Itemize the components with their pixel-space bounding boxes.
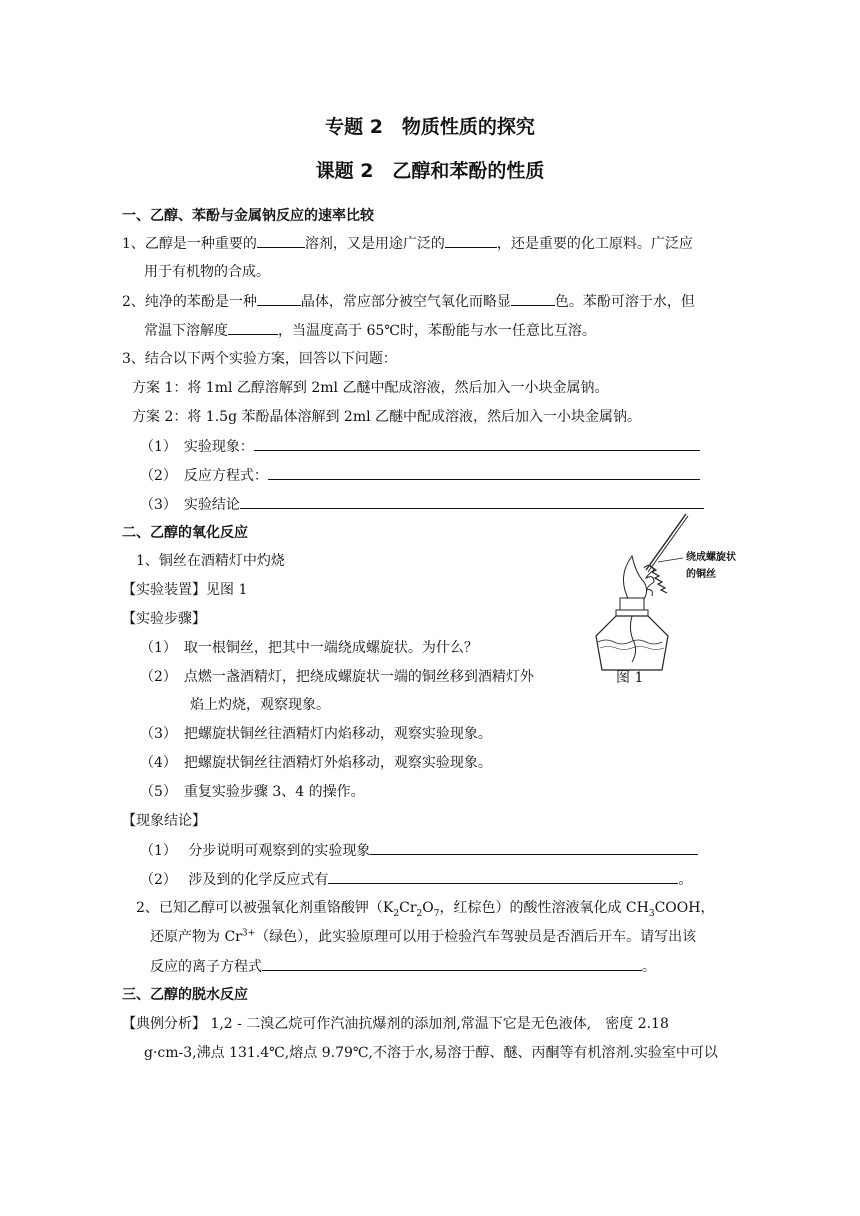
example-line-2: g·cm-3,沸点 131.4℃,熔点 9.79℃,不溶于水,易溶于醇、醚、丙酮等有机溶剂.实验室中可以 [144,1045,718,1061]
step-4: （4） 把螺旋状铜丝往酒精灯外焰移动，观察实验现象。 [140,755,492,771]
answer-line[interactable] [268,465,700,480]
blank[interactable] [228,320,278,335]
blank[interactable] [257,291,301,306]
plan-1: 方案 1：将 1ml 乙醇溶解到 2ml 乙醚中配成溶液，然后加入一小块金属钠。 [132,380,609,396]
example-line-1: 【典例分析】 1,2 - 二溴乙烷可作汽油抗爆剂的添加剂,常温下它是无色液体, 密度 2.18 [122,1016,669,1032]
step-2: （2） 点燃一盏酒精灯，把绕成螺旋状一端的铜丝移到酒精灯外 [140,669,534,685]
question-1-line-1: 1、乙醇是一种重要的 溶剂，又是用途广泛的 ，还是重要的化工原料。广泛应 [122,233,693,254]
question-2-oxidation-line-1: 2、已知乙醇可以被强氧化剂重铬酸钾（$K_2Cr_2O_7$，红棕色）的酸性溶液氧化成 $CH_3COOH$， [136,900,715,919]
conclusion-heading: 【现象结论】 [122,813,206,829]
blank[interactable] [445,233,497,248]
plan-2: 方案 2：将 1.5g 苯酚晶体溶解到 2ml 乙醚中配成溶液，然后加入一小块金属钠。 [132,409,642,425]
answer-line[interactable] [240,494,704,509]
conclusion-item-2: （2） 涉及到的化学反应式有 。 [140,869,692,890]
conclusion-item-1: （1） 分步说明可观察到的实验现象 [140,840,698,861]
question-1-line-2: 用于有机物的合成。 [144,264,270,280]
question-2-oxidation-line-2: 还原产物为 $Cr^{3+}$（绿色），此实验原理可以用于检验汽车驾驶员是否酒后开车。请写出该 [150,928,697,945]
answer-line[interactable] [262,956,642,971]
steps-heading: 【实验步骤】 [122,611,206,627]
apparatus-label: 【实验装置】见图 1 [122,582,248,598]
figure-caption: 图 1 [616,670,644,686]
question-2-line-1: 2、纯净的苯酚是一种 晶体，常应部分被空气氧化而略显 色。苯酚可溶于水，但 [122,291,695,312]
answer-line[interactable] [328,869,678,884]
answer-item-1: （1） 实验现象： [140,436,700,457]
subsection-1-title: 1、铜丝在酒精灯中灼烧 [136,553,285,569]
copper-wire-handle [646,514,686,570]
section-1-heading: 一、乙醇、苯酚与金属钠反应的速率比较 [122,208,374,224]
answer-line[interactable] [370,840,698,855]
figure-label-line-1: 绕成螺旋状 [686,552,736,563]
section-2-heading: 二、乙醇的氧化反应 [122,525,248,541]
blank[interactable] [257,233,305,248]
wick-holder [620,598,644,610]
figure-label-line-2: 的铜丝 [686,569,716,580]
copper-spiral [650,566,667,593]
answer-item-2: （2） 反应方程式： [140,465,700,486]
question-2-line-2: 常温下溶解度 ，当温度高于 65℃时，苯酚能与水一任意比互溶。 [144,320,596,341]
step-2-continued: 焰上灼烧，观察现象。 [190,697,330,713]
section-3-heading: 三、乙醇的脱水反应 [122,987,248,1003]
answer-line[interactable] [254,436,700,451]
blank[interactable] [511,291,555,306]
question-2-oxidation-line-3: 反应的离子方程式 。 [150,956,656,977]
step-5: （5） 重复实验步骤 3、4 的操作。 [140,784,365,800]
alcohol-lamp-illustration [588,510,768,690]
question-3: 3、结合以下两个实验方案，回答以下问题： [122,351,397,367]
figure-1 [588,510,768,690]
answer-item-3: （3） 实验结论 [140,494,704,515]
flame [623,556,646,602]
page-subtitle: 课题 2 乙醇和苯酚的性质 [315,160,545,182]
step-3: （3） 把螺旋状铜丝往酒精灯内焰移动，观察实验现象。 [140,726,492,742]
step-1: （1） 取一根铜丝，把其中一端绕成螺旋状。为什么？ [140,640,478,656]
page-title: 专题 2 物质性质的探究 [325,116,535,138]
